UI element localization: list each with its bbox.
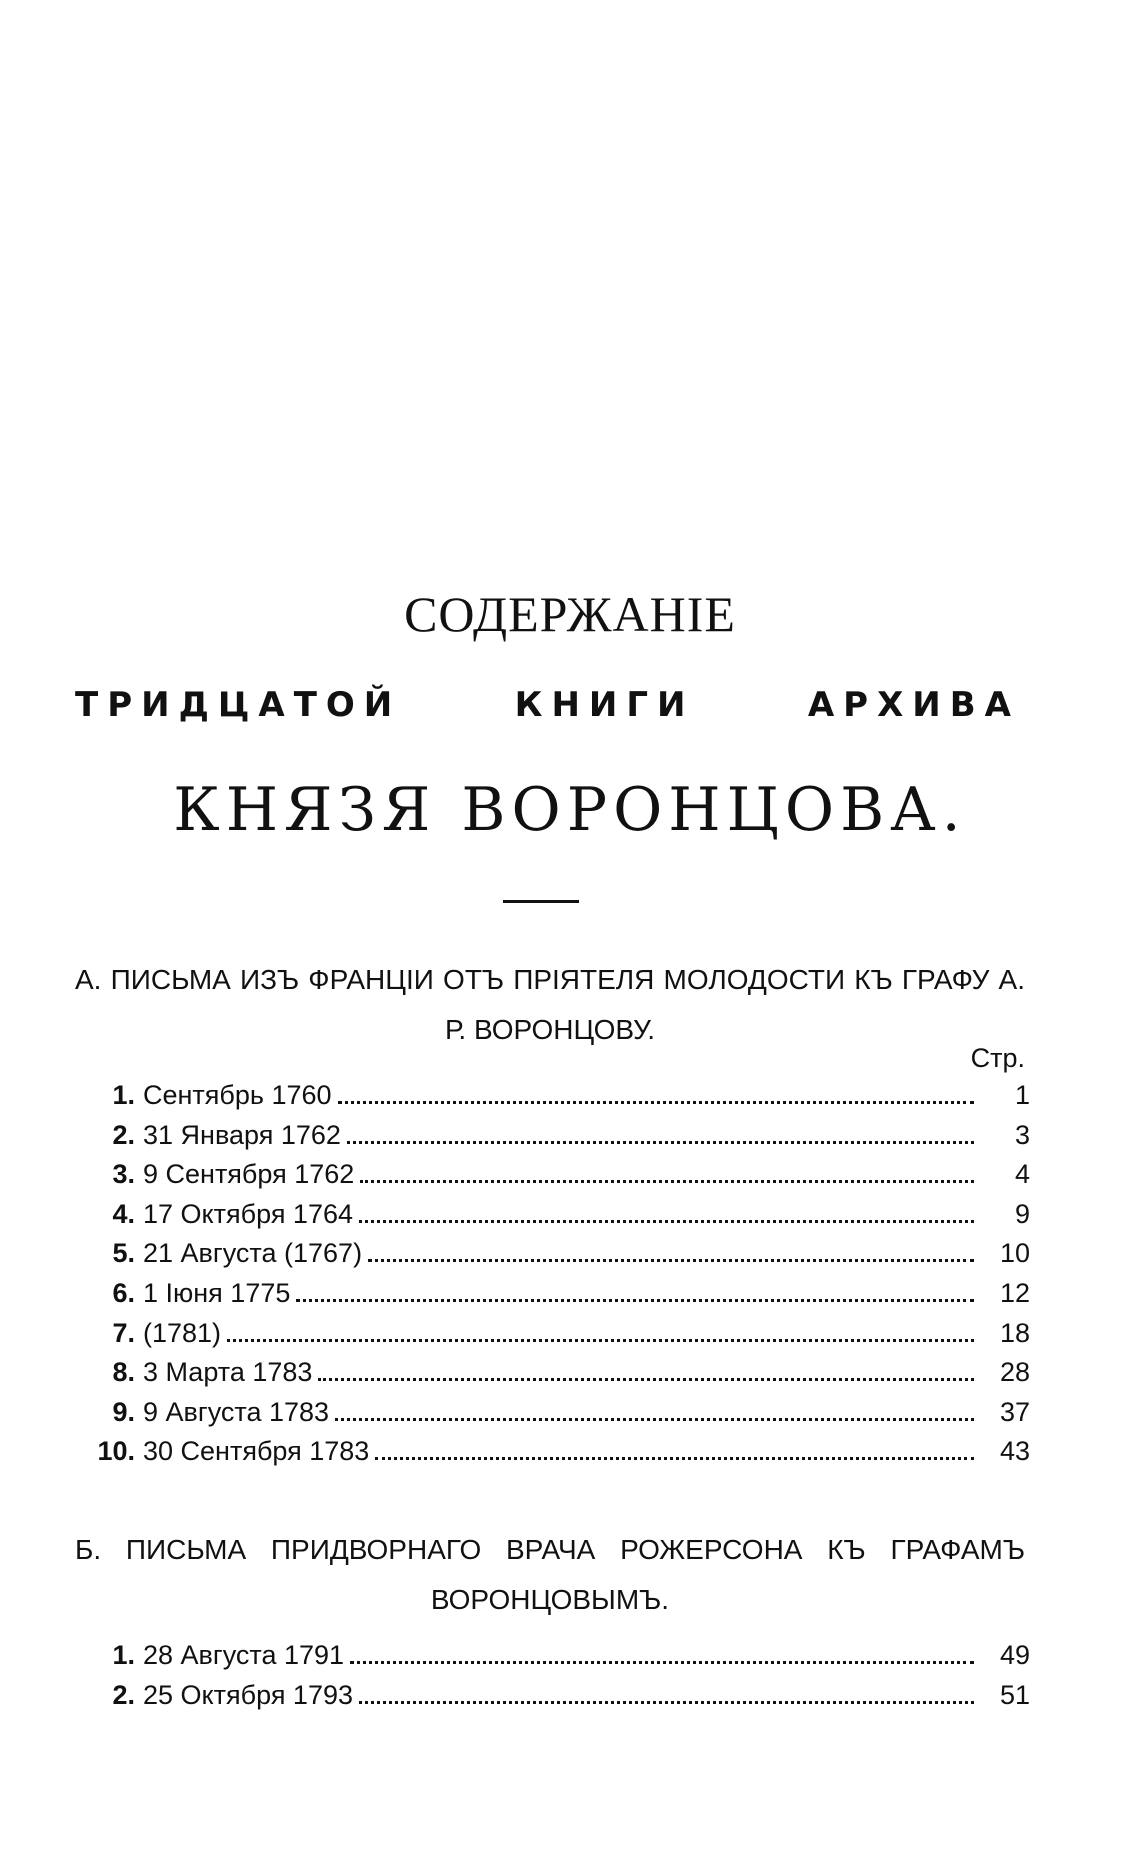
toc-entry-date: 25 Октября 1793 <box>143 1679 354 1710</box>
toc-entry[interactable] <box>75 1640 1030 1680</box>
toc-leader-dots <box>296 1299 974 1302</box>
toc-entry-date: 1 Іюня 1775 <box>143 1277 291 1308</box>
toc-leader-dots <box>359 1220 974 1223</box>
toc-entry-number: 7. <box>112 1317 135 1348</box>
toc-entry-number: 4. <box>112 1198 135 1229</box>
toc-entry-date: 9 Сентября 1762 <box>143 1159 355 1190</box>
toc-entry-page: 12 <box>999 1277 1030 1308</box>
toc-entry-page: 18 <box>999 1317 1030 1348</box>
toc-entry-number: 1. <box>112 1080 135 1110</box>
toc-entry-date: (1781) <box>143 1317 222 1348</box>
toc-entry-page: 28 <box>999 1357 1030 1388</box>
toc-entry[interactable] <box>75 1397 1030 1437</box>
toc-entry[interactable] <box>75 1357 1030 1397</box>
toc-entry-number: 10. <box>97 1436 135 1467</box>
toc-entry-date: 17 Октября 1764 <box>143 1198 354 1229</box>
toc-entry[interactable] <box>75 1159 1030 1199</box>
toc-entry-date: 9 Августа 1783 <box>143 1396 330 1427</box>
toc-entry-page: 37 <box>999 1396 1030 1427</box>
toc-entry-date: 30 Сентября 1783 <box>143 1436 370 1467</box>
toc-entry[interactable] <box>75 1436 1030 1476</box>
toc-entry-page: 49 <box>999 1640 1030 1670</box>
toc-leader-dots <box>359 1701 974 1704</box>
toc-leader-dots <box>338 1101 974 1104</box>
toc-entry-page: 9 <box>1014 1198 1030 1229</box>
toc-leader-dots <box>227 1339 974 1342</box>
toc-entry[interactable] <box>75 1120 1030 1160</box>
toc-entry[interactable] <box>75 1080 1030 1120</box>
toc-leader-dots <box>360 1180 974 1183</box>
toc-entry-date: 3 Марта 1783 <box>143 1357 313 1388</box>
toc-entry-number: 9. <box>112 1396 135 1427</box>
toc-entry-number: 6. <box>112 1277 135 1308</box>
toc-entry-date: 31 Января 1762 <box>143 1119 341 1150</box>
title-divider <box>503 900 579 903</box>
toc-entry-number: 8. <box>112 1357 135 1388</box>
toc-entry-page: 1 <box>1014 1080 1030 1110</box>
toc-entry-page: 43 <box>999 1436 1030 1467</box>
toc-entry-date: 28 Августа 1791 <box>143 1640 345 1670</box>
toc-leader-dots <box>335 1418 974 1421</box>
toc-entry-number: 3. <box>112 1159 135 1190</box>
toc-entry[interactable] <box>75 1278 1030 1318</box>
toc-leader-dots <box>318 1378 974 1381</box>
section-a-toc <box>75 1080 1030 1476</box>
toc-entry-number: 1. <box>112 1640 135 1670</box>
toc-entry-page: 51 <box>999 1679 1030 1710</box>
toc-entry[interactable] <box>75 1680 1030 1720</box>
section-a-heading: А. ПИСЬМА ИЗЪ ФРАНЦІИ ОТЪ ПРІЯТЕЛЯ МОЛОДОСТИ КЪ ГРАФУ А. Р. ВОРОНЦОВУ. <box>75 964 1025 1045</box>
toc-leader-dots <box>368 1259 974 1262</box>
toc-entry-number: 2. <box>112 1119 135 1150</box>
toc-entry-page: 4 <box>1014 1159 1030 1190</box>
page-column-label: Стр. <box>970 1043 1025 1073</box>
section-b-toc <box>75 1640 1030 1719</box>
toc-entry[interactable] <box>75 1318 1030 1358</box>
toc-entry-number: 2. <box>112 1679 135 1710</box>
toc-entry-page: 10 <box>999 1238 1030 1269</box>
toc-entry[interactable] <box>75 1238 1030 1278</box>
toc-leader-dots <box>375 1457 974 1460</box>
toc-leader-dots <box>347 1141 974 1144</box>
toc-entry-date: Сентябрь 1760 <box>143 1080 332 1110</box>
toc-entry-number: 5. <box>112 1238 135 1269</box>
title-book-subtitle: ТРИДЦАТОЙ КНИГИ АРХИВА <box>75 685 1020 725</box>
toc-leader-dots <box>350 1661 974 1664</box>
title-contents: СОДЕРЖАНІЕ <box>404 586 736 642</box>
toc-entry-date: 21 Августа (1767) <box>143 1238 363 1269</box>
section-b-heading: Б. ПИСЬМА ПРИДВОРНАГО ВРАЧА РОЖЕРСОНА КЪ ГРАФАМЪ ВОРОНЦОВЫМЪ. <box>75 1534 1025 1615</box>
toc-entry-page: 3 <box>1014 1119 1030 1150</box>
title-archive-name: КНЯЗЯ ВОРОНЦОВА. <box>173 775 967 845</box>
toc-entry[interactable] <box>75 1199 1030 1239</box>
